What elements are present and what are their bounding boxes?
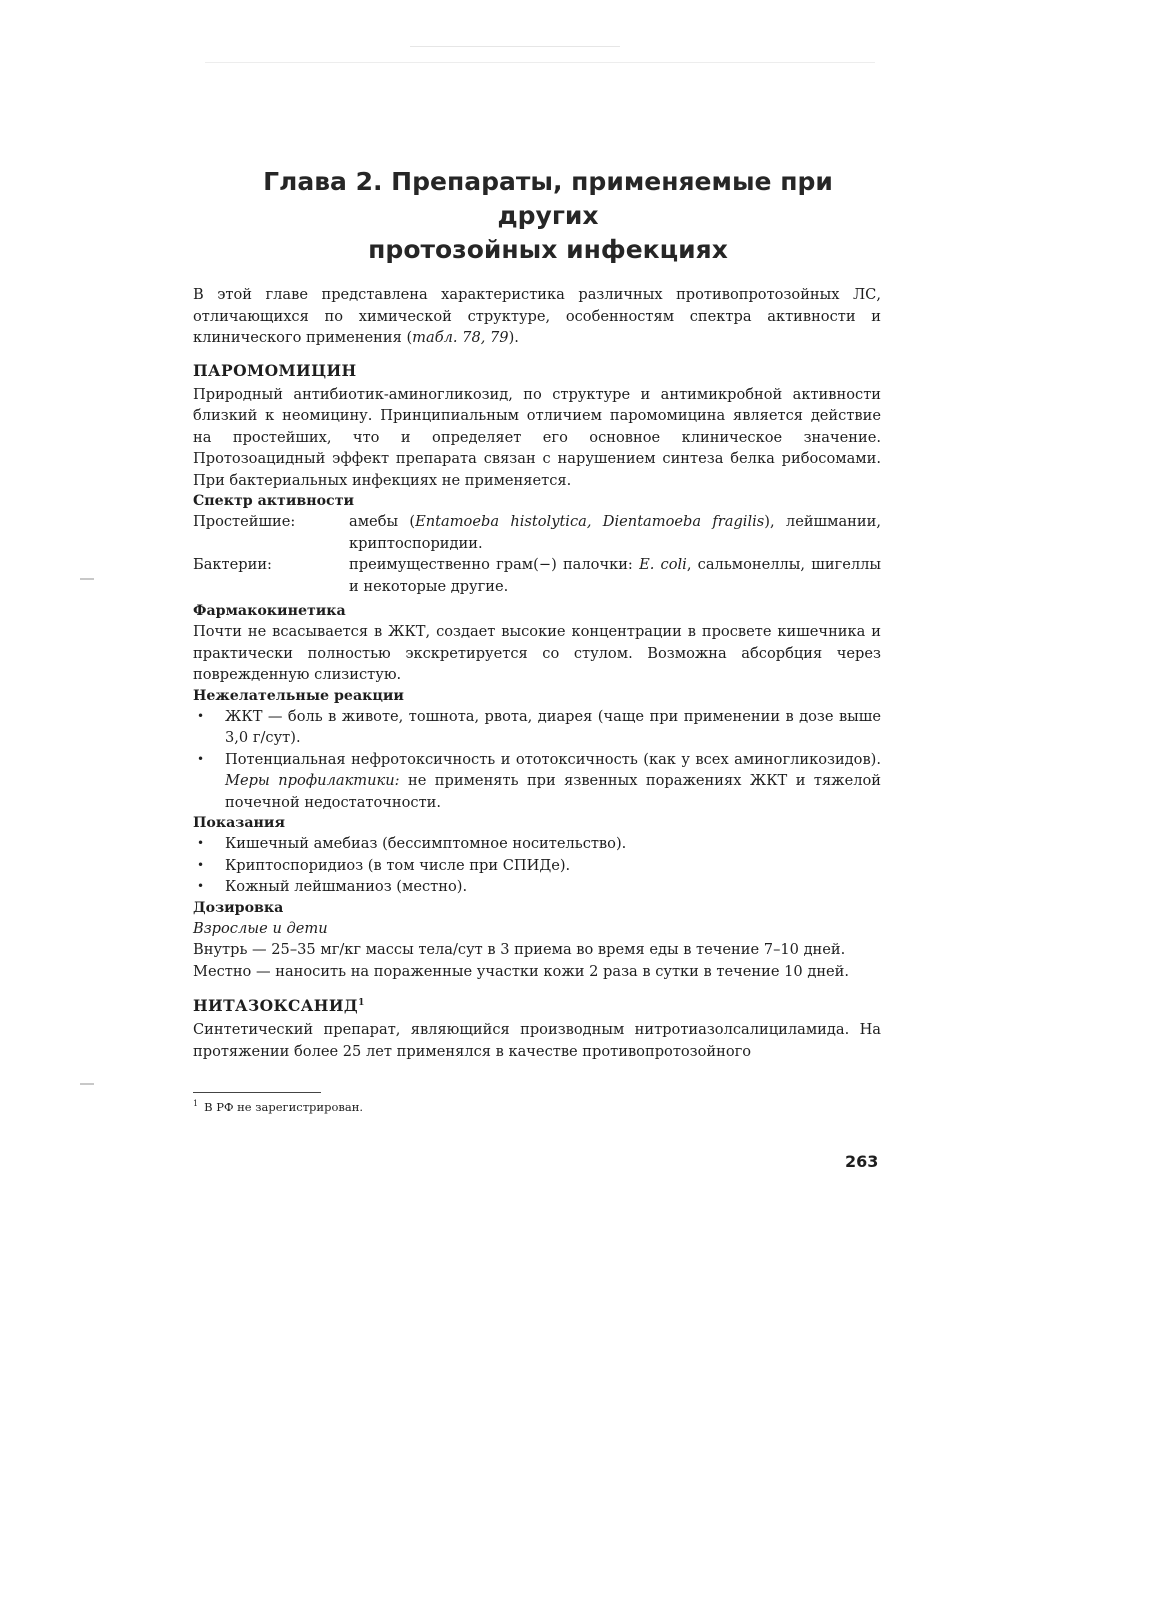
adverse-reactions-heading: Нежелательные реакции	[193, 687, 404, 704]
dosage-subheading: Взрослые и дети	[193, 919, 328, 937]
chapter-title-line-1: Глава 2. Препараты, применяемые при других	[263, 167, 833, 230]
page-number: 263	[845, 1152, 879, 1171]
spectrum-heading: Спектр активности	[193, 493, 355, 509]
dosage-heading: Дозировка	[193, 899, 284, 916]
list-item: • Криптоспоридиоз (в том числе при СПИДе).	[193, 855, 881, 877]
adverse-reactions-list	[193, 706, 881, 814]
list-item: • Потенциальная нефротоксичность и ототоксичность (как у всех аминогликозидов). Меры профилактики: не применять при язвенных поражениях ЖКТ и тяжелой почечной недостаточности.	[193, 749, 881, 814]
section-title-nitazoxanide: НИТАЗОКСАНИД$^1$	[193, 996, 365, 1015]
list-item: • ЖКТ — боль в животе, тошнота, рвота, диарея (чаще при применении в дозе выше 3,0 г/сут).	[193, 706, 881, 749]
bleed-through-line	[410, 46, 620, 47]
table-reference: табл. 78, 79	[412, 329, 509, 346]
section-title-paromomycin: ПАРОМОМИЦИН	[193, 360, 357, 380]
footnote-rule	[193, 1092, 321, 1093]
dosage-topical: Местно — наносить на пораженные участки кожи 2 раза в сутки в течение 10 дней.	[193, 962, 850, 980]
spectrum-row-bacteria: Бактерии: преимущественно грам(−) палочки: E. coli, сальмонеллы, шигеллы и некоторые другие.	[193, 556, 881, 595]
nitazoxanide-description: Синтетический препарат, являющийся производным нитротиазолсалициламида. На протяжении более 25 лет применялся в качестве противопротозойного	[193, 1021, 881, 1060]
page-content	[193, 165, 881, 1114]
list-item: • Кишечный амебиаз (бессимптомное носительство).	[193, 833, 881, 855]
paromomycin-description: Природный антибиотик-аминогликозид, по структуре и антимикробной активности близкий к неомицину. Принципиальным отличием паромомицина является действие на простейших, что и определяет его основное клиническое значение. Протозоацидный эффект препарата связан с нарушением синтеза белка рибосомами. При бактериальных инфекциях не применяется.	[193, 385, 881, 489]
scan-mark	[80, 578, 94, 580]
bleed-through-line	[205, 62, 875, 63]
spectrum-row-protozoa: Простейшие: амебы (Entamoeba histolytica, Dientamoeba fragilis), лейшмании, криптоспоридии.	[193, 513, 881, 552]
indications-heading: Показания	[193, 815, 285, 831]
dosage-oral: Внутрь — 25–35 мг/кг массы тела/сут в 3 приема во время еды в течение 7–10 дней.	[193, 941, 846, 958]
pharmacokinetics-text: Почти не всасывается в ЖКТ, создает высокие концентрации в просвете кишечника и практически полностью экскретируется со стулом. Возможна абсорбция через поврежденную слизистую.	[193, 623, 881, 683]
intro-paragraph: В этой главе представлена характеристика различных противопротозойных ЛС, отличающихся по химической структуре, особенностям спектра активности и клинического применения (табл. 78, 79).	[193, 286, 881, 346]
chapter-title	[215, 165, 881, 267]
scan-mark	[80, 1083, 94, 1085]
footnote-marker: 1	[358, 997, 365, 1008]
footnote: $^1$ В РФ не зарегистрирован.	[193, 1099, 364, 1114]
pharmacokinetics-heading: Фармакокинетика	[193, 603, 346, 619]
chapter-title-line-2: протозойных инфекциях	[368, 235, 728, 264]
indications-list	[193, 833, 881, 898]
list-item: • Кожный лейшманиоз (местно).	[193, 876, 881, 898]
